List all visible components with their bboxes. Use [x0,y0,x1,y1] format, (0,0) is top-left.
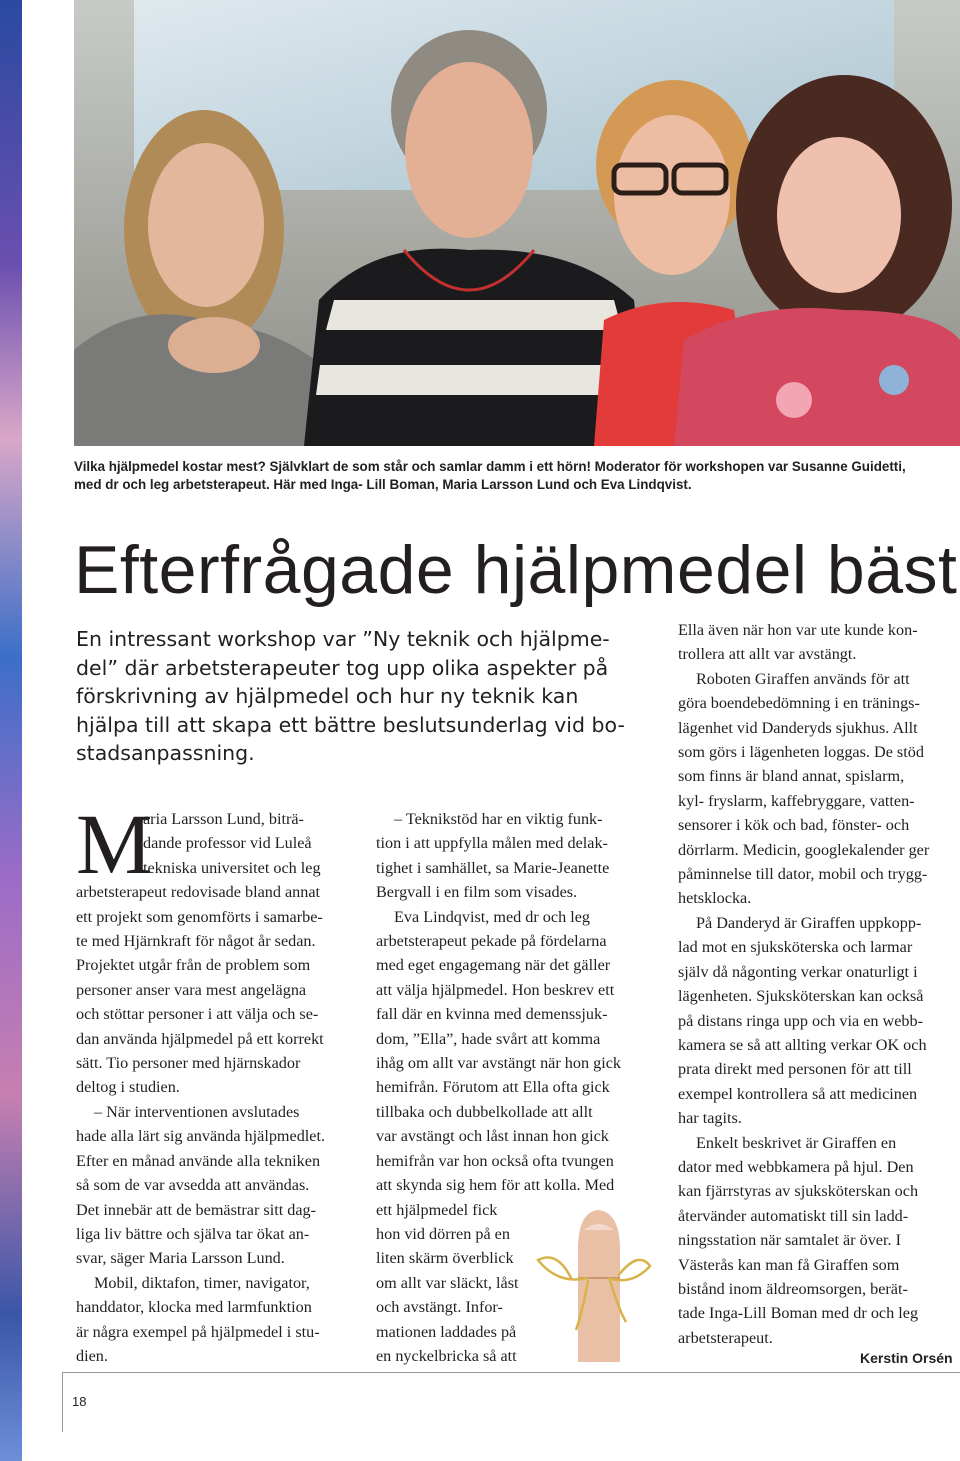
body-line: ett projekt som genomförts i samarbe- [76,907,323,926]
body-line: Bergvall i en film som visades. [376,883,578,902]
body-line: Mobil, diktafon, timer, navigator, [94,1273,310,1292]
body-line: hemifrån var hon också ofta tvungen [376,1151,614,1170]
body-line: ningsstation när samtalet är över. I [678,1231,901,1250]
photo-caption [74,458,960,494]
group-photo [74,0,960,446]
body-line: sätt. Tio personer med hjärnskador [76,1054,301,1073]
body-line: Enkelt beskrivet är Giraffen en [696,1133,897,1152]
body-line: återvänder automatiskt till sin ladd- [678,1206,909,1225]
body-line: – När interventionen avslutades [94,1102,300,1121]
body-line: Västerås kan man få Giraffen som [678,1255,900,1274]
body-line: tekniska universitet och leg [143,858,321,877]
body-column-1 [76,807,356,1368]
body-line: personer anser vara mest angelägna [76,980,307,999]
footer-divider-vertical [62,1372,63,1432]
author-byline: Kerstin Orsén [860,1350,953,1366]
body-line: är några exempel på hjälpmedel i stu- [76,1322,320,1341]
footer-divider [62,1372,960,1373]
body-line: tion i att uppfylla målen med delak- [376,834,608,853]
body-line: om allt var släckt, låst [376,1273,519,1292]
body-line: lägenhet vid Danderyds sjukhus. Allt [678,718,918,737]
body-line: dörrlarm. Medicin, googlekalender ger [678,840,930,859]
body-line: liten skärm överblick [376,1249,514,1268]
finger-string-icon [528,1190,656,1362]
body-line: svar, säger Maria Larsson Lund. [76,1249,285,1268]
body-line: På Danderyd är Giraffen uppkopp- [696,913,922,932]
body-line: lad mot en sjuksköterska och larmar [678,938,913,957]
body-line: dom, ”Ella”, hade svårt att komma [376,1029,601,1048]
body-line: Det innebär att de bemästrar sitt dag- [76,1200,317,1219]
body-line: Roboten Giraffen används för att [696,669,910,688]
body-line: arbetsterapeut pekade på fördelarna [376,932,607,951]
body-line: sensorer i kök och bad, fönster- och [678,816,910,835]
lead-line: hjälpa till att skapa ett bättre beslutsunderlag vid bo- [76,712,625,737]
body-line: lägenheten. Sjuksköterskan kan också [678,987,924,1006]
body-line: på distans ringa upp och via en webb- [678,1011,923,1030]
body-line: att välja hjälpmedel. Hon beskrev ett [376,980,615,999]
lead-line: En intressant workshop var ”Ny teknik och hjälpme- [76,627,610,651]
body-line: trollera att allt var avstängt. [678,645,857,664]
body-line: var avstängt och låst innan hon gick [376,1127,609,1146]
group-photo-icon [74,0,960,446]
body-line: arbetsterapeut redovisade bland annat [76,883,321,902]
body-line: arbetsterapeut. [678,1328,773,1347]
body-column-3 [678,618,960,1350]
body-line: att skynda sig hem för att kolla. Med [376,1176,615,1195]
lead-line: stadsanpassning. [76,741,255,765]
body-line: bistånd inom äldreomsorgen, berät- [678,1279,908,1298]
body-line: har tagits. [678,1109,742,1128]
body-line: själv då någonting verkar onaturligt i [678,962,918,981]
body-line: dande professor vid Luleå [143,834,312,853]
body-line: te med Hjärnkraft för något år sedan. [76,932,316,951]
body-line: Eva Lindqvist, med dr och leg [394,907,591,926]
body-line: Ella även när hon var ute kunde kon- [678,621,918,639]
body-line: dator med webbkamera på hjul. Den [678,1157,914,1176]
body-line: fall där en kvinna med demenssjuk- [376,1005,608,1024]
article-lead [76,625,656,768]
lead-line: förskrivning av hjälpmedel och hur ny teknik kan [76,684,579,708]
body-line: prata direkt med personen för att till [678,1060,912,1079]
body-line: kan fjärrstyras av sjuksköterskan och [678,1182,919,1201]
body-line: kyl- fryslarm, kaffebryggare, vatten- [678,791,915,810]
drop-cap: M [76,796,153,892]
body-line: mationen laddades på [376,1322,517,1341]
body-line: deltog i studien. [76,1078,180,1097]
caption-line-1: Vilka hjälpmedel kostar mest? Självklart de som står och samlar damm i ett hörn! Moderator för workshopen var Susanne Guidetti, [74,459,906,474]
body-line: hade alla lärt sig använda hjälpmedlet. [76,1127,326,1146]
lead-line: del” där arbetsterapeuter tog upp olika aspekter på [76,655,609,680]
body-line: Projektet utgår från de problem som [76,956,311,975]
body-line: så som de var avsedda att användas. [76,1176,310,1195]
body-line: tade Inga-Lill Boman med dr och leg [678,1304,919,1323]
body-line: som finns är bland annat, spislarm, [678,767,905,786]
caption-line-2: med dr och leg arbetsterapeut. Här med Inga- Lill Boman, Maria Larsson Lund och Eva Lindqvist. [74,477,692,492]
body-line: aria Larsson Lund, biträ- [143,810,304,828]
page-number: 18 [72,1394,87,1409]
body-line: hon vid dörren på en [376,1224,510,1243]
body-line: och avstängt. Infor- [376,1298,503,1317]
body-line: ihåg om allt var avstängt när hon gick [376,1054,621,1073]
body-line: ett hjälpmedel fick [376,1200,498,1219]
body-line: liga liv bättre och själva tar ökat an- [76,1224,310,1243]
body-line: tighet i samhället, sa Marie-Jeanette [376,858,610,877]
article-headline: Efterfrågade hjälpmedel bäst [74,532,958,608]
body-line: en nyckelbricka så att [376,1346,517,1365]
body-line: kamera se så att allting verkar OK och [678,1035,927,1054]
body-line: tillbaka och dubbelkollade att allt [376,1102,593,1121]
body-line: påminnelse till dator, mobil och trygg- [678,865,928,884]
body-line: hemifrån. Förutom att Ella ofta gick [376,1078,610,1097]
decorative-side-strip [0,0,22,1461]
body-line: och stöttar personer i att välja och se- [76,1005,319,1024]
body-line: – Teknikstöd har en viktig funk- [394,810,603,828]
body-line: göra boendebedömning i en tränings- [678,694,920,713]
body-line: dien. [76,1346,108,1365]
body-line: dan använda hjälpmedel på ett korrekt [76,1029,324,1048]
body-line: Efter en månad använde alla tekniken [76,1151,321,1170]
body-line: handdator, klocka med larmfunktion [76,1298,312,1317]
body-line: som görs i lägenheten loggas. De stöd [678,743,924,762]
body-line: med eget engagemang när det gäller [376,956,611,975]
body-line: exempel kontrollera så att medicinen [678,1084,918,1103]
finger-string-illustration [528,1190,656,1362]
body-line: hetsklocka. [678,889,752,908]
